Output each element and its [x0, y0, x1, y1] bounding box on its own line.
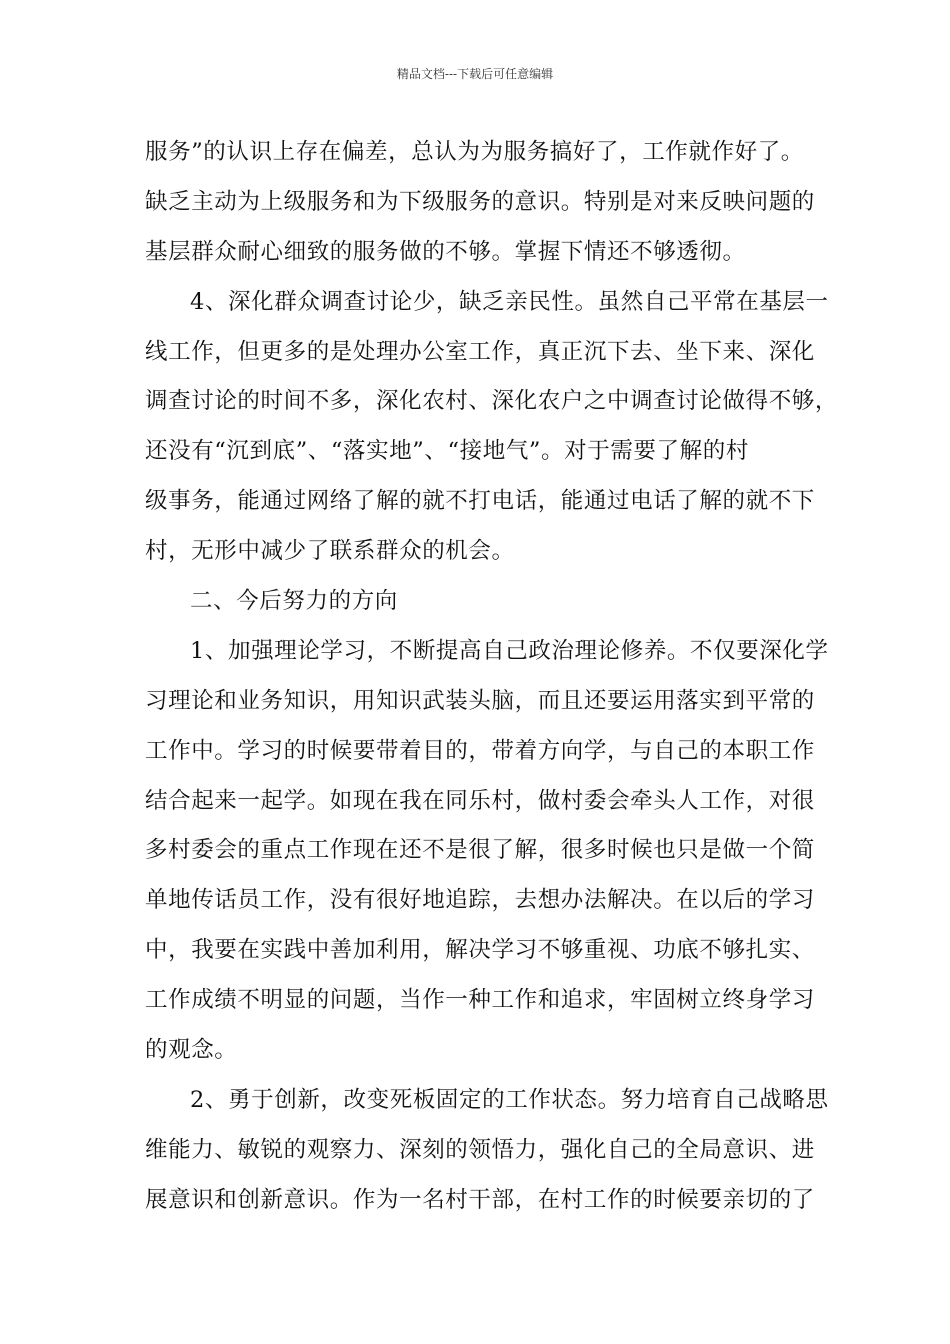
paragraph-line: 习理论和业务知识，用知识武装头脑，而且还要运用落实到平常的	[145, 687, 815, 714]
paragraph-line: 1、加强理论学习，不断提高自己政治理论修养。不仅要深化学	[190, 637, 829, 664]
paragraph-line: 服务”的认识上存在偏差，总认为为服务搞好了，工作就作好了。	[145, 139, 804, 165]
paragraph-line: 中，我要在实践中善加利用，解决学习不够重视、功底不够扎实、	[145, 937, 815, 964]
paragraph-line: 结合起来一起学。如现在我在同乐村，做村委会牵头人工作，对很	[145, 787, 815, 814]
paragraph-line: 工作成绩不明显的问题，当作一种工作和追求，牢固树立终身学习	[145, 987, 815, 1014]
paragraph-line: 的观念。	[145, 1037, 238, 1064]
section-heading: 二、今后努力的方向	[190, 588, 398, 615]
paragraph-line: 基层群众耐心细致的服务做的不够。掌握下情还不够透彻。	[145, 238, 746, 265]
paragraph-line: 2、勇于创新，改变死板固定的工作状态。努力培育自己战略思	[190, 1086, 829, 1113]
paragraph-line: 多村委会的重点工作现在还不是很了解，很多时候也只是做一个简	[145, 837, 815, 864]
page-header: 精品文档---下载后可任意编辑	[396, 67, 554, 81]
paragraph-line: 缺乏主动为上级服务和为下级服务的意识。特别是对来反映问题的	[145, 188, 815, 215]
paragraph-line: 展意识和创新意识。作为一名村干部，在村工作的时候要亲切的了	[145, 1186, 815, 1213]
paragraph-line: 4、深化群众调查讨论少，缺乏亲民性。虽然自己平常在基层一	[190, 288, 829, 315]
paragraph-line: 还没有“沉到底”、“落实地”、“接地气”。对于需要了解的村	[145, 438, 749, 465]
paragraph-line: 工作中。学习的时候要带着目的，带着方向学，与自己的本职工作	[145, 737, 815, 764]
paragraph-line: 线工作，但更多的是处理办公室工作，真正沉下去、坐下来、深化	[145, 338, 815, 365]
paragraph-line: 级事务，能通过网络了解的就不打电话，能通过电话了解的就不下	[145, 488, 815, 515]
paragraph-line: 村，无形中减少了联系群众的机会。	[145, 538, 515, 565]
paragraph-line: 维能力、敏锐的观察力、深刻的领悟力，强化自己的全局意识、进	[145, 1136, 815, 1163]
document-body	[145, 128, 839, 1226]
paragraph-line: 单地传话员工作，没有很好地追踪，去想办法解决。在以后的学习	[145, 887, 815, 914]
paragraph-line: 调查讨论的时间不多，深化农村、深化农户之中调查讨论做得不够，	[145, 388, 839, 415]
